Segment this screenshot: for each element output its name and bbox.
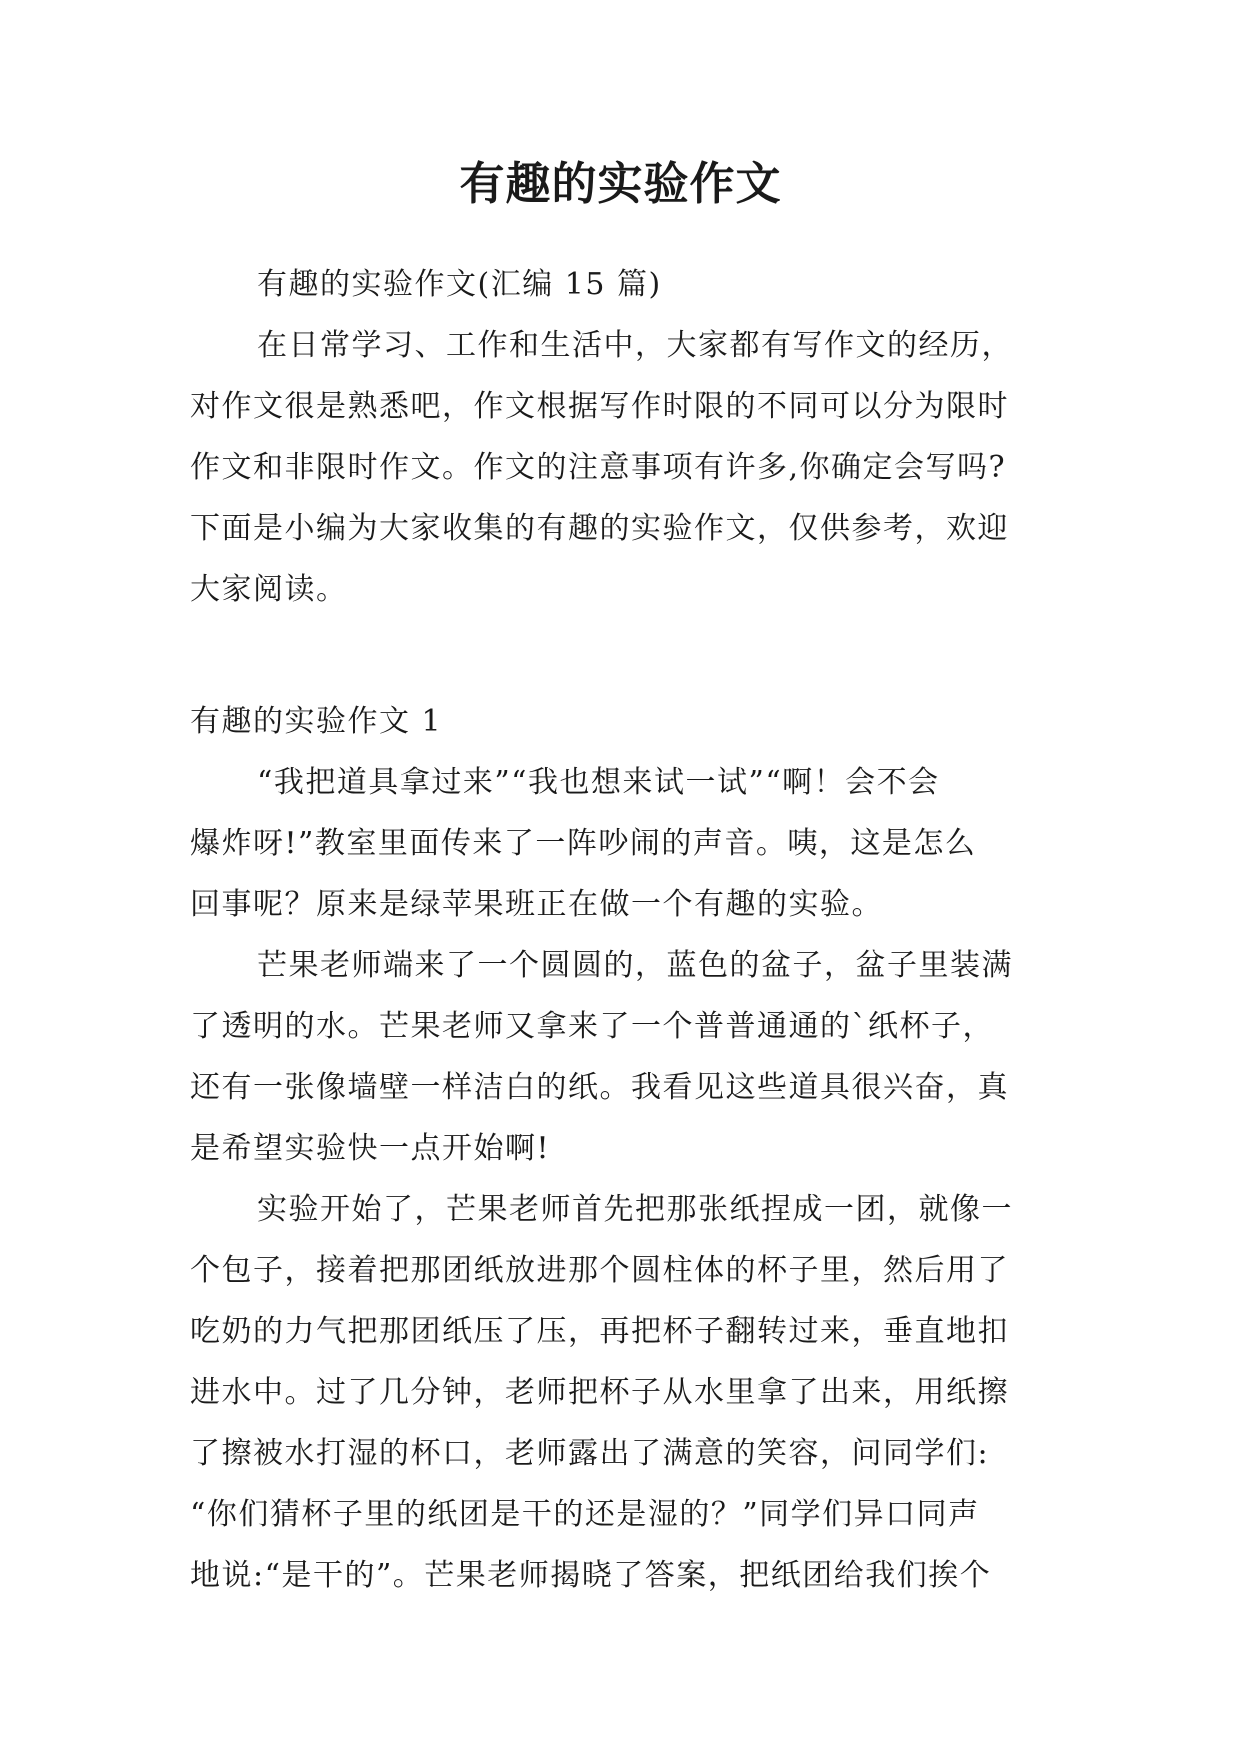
paragraph-line: 进水中。过了几分钟，老师把杯子从水里拿了出来，用纸擦 [190,1375,1009,1410]
paragraph-line: 吃奶的力气把那团纸压了压，再把杯子翻转过来，垂直地扣 [190,1314,1009,1349]
intro-subtitle: 有趣的实验作文(汇编 15 篇) [257,267,662,302]
intro-block [190,254,1060,620]
paragraph-line: 实验开始了，芒果老师首先把那张纸捏成一团，就像一 [257,1192,1013,1227]
paragraph-line: “我把道具拿过来”“我也想来试一试”“啊！会不会 [257,765,940,800]
paragraph-line: 回事呢？原来是绿苹果班正在做一个有趣的实验。 [190,887,883,922]
paragraph-line: 个包子，接着把那团纸放进那个圆柱体的杯子里，然后用了 [190,1253,1009,1288]
section-heading: 有趣的实验作文 1 [190,704,443,739]
intro-line: 下面是小编为大家收集的有趣的实验作文，仅供参考，欢迎 [190,511,1009,546]
paragraph-line: 地说:“是干的”。芒果老师揭晓了答案，把纸团给我们挨个 [190,1558,992,1593]
intro-line: 对作文很是熟悉吧，作文根据写作时限的不同可以分为限时 [190,389,1009,424]
paragraph-line: 芒果老师端来了一个圆圆的，蓝色的盆子，盆子里装满 [257,948,1013,983]
paragraph-line: “你们猜杯子里的纸团是干的还是湿的？”同学们异口同声 [190,1497,980,1532]
section-block [190,691,1060,1606]
intro-line: 在日常学习、工作和生活中，大家都有写作文的经历， [257,328,1013,363]
intro-line: 大家阅读。 [190,572,348,607]
paragraph-line: 是希望实验快一点开始啊! [190,1131,551,1166]
paragraph-line: 还有一张像墙壁一样洁白的纸。我看见这些道具很兴奋，真 [190,1070,1009,1105]
paragraph-line: 了擦被水打湿的杯口，老师露出了满意的笑容，问同学们: [190,1436,990,1471]
paragraph-line: 爆炸呀!”教室里面传来了一阵吵闹的声音。咦，这是怎么 [190,826,977,861]
document-title: 有趣的实验作文 [459,157,782,210]
paragraph-line: 了透明的水。芒果老师又拿来了一个普普通通的`纸杯子， [190,1009,994,1044]
intro-line: 作文和非限时作文。作文的注意事项有许多,你确定会写吗? [190,450,1007,485]
